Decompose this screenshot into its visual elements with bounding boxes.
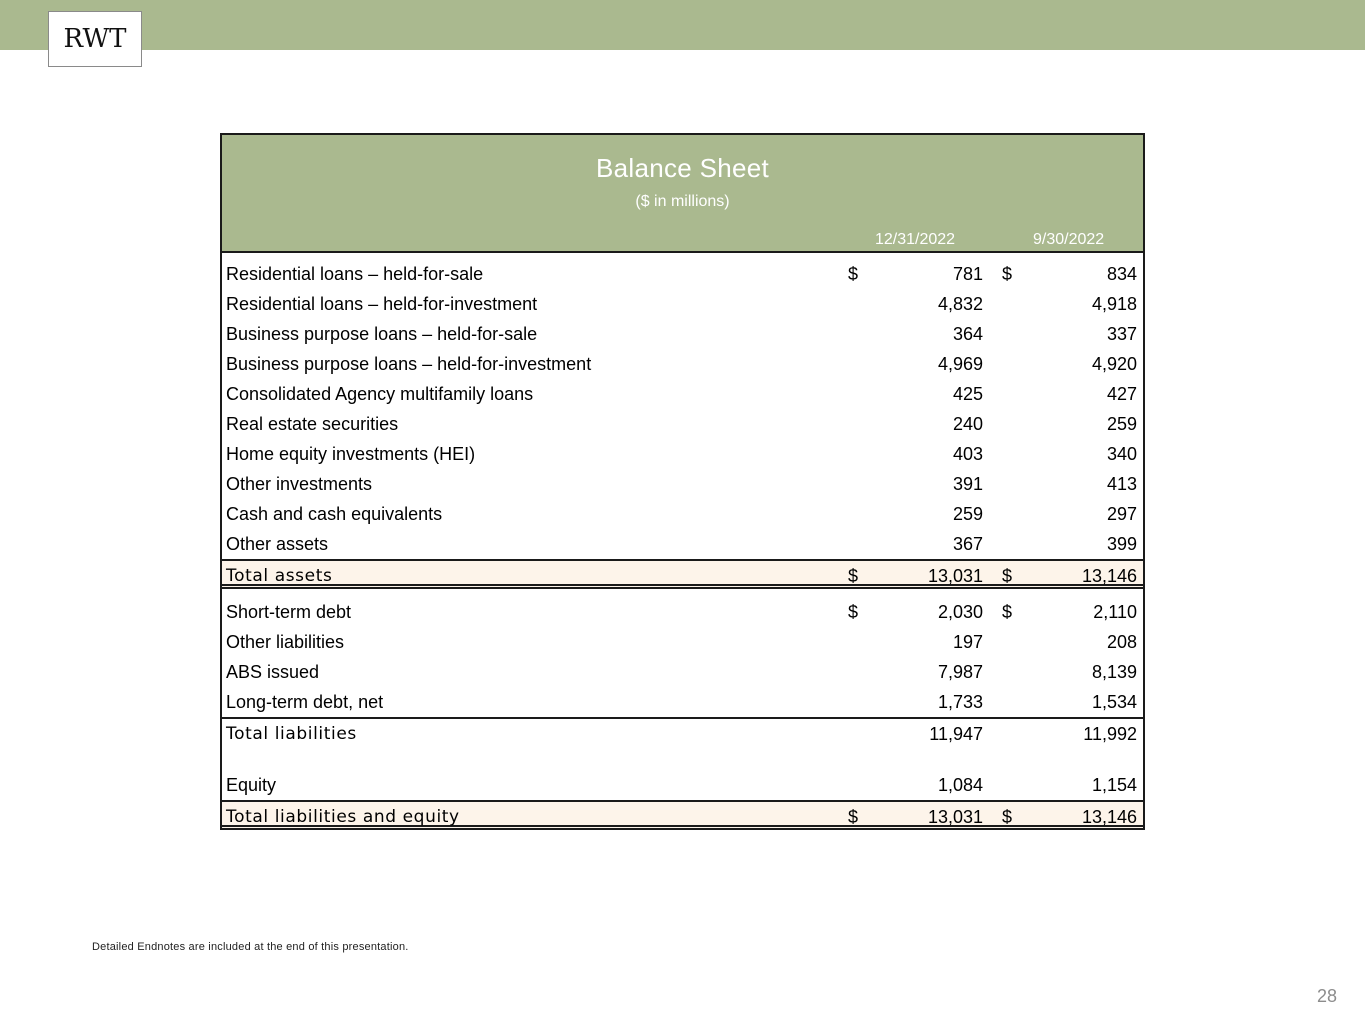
currency-sign: $ <box>1002 566 1013 586</box>
value-prior: 1,154 <box>1091 775 1137 795</box>
table-row <box>222 687 1143 717</box>
value-prior: 399 <box>1106 534 1137 554</box>
value-prior: 834 <box>1106 264 1137 284</box>
row-label: Short-term debt <box>226 602 352 622</box>
endnotes-footnote: Detailed Endnotes are included at the end of this presentation. <box>92 941 409 953</box>
value-prior: 11,992 <box>1083 724 1137 744</box>
table-row <box>222 379 1143 409</box>
row-label: Total assets <box>226 566 333 586</box>
value-prior: 208 <box>1106 632 1137 652</box>
currency-sign: $ <box>848 807 859 827</box>
value-prior: 13,146 <box>1081 807 1137 827</box>
value-current: 425 <box>952 384 983 404</box>
value-current: 259 <box>952 504 983 524</box>
table-title: Balance Sheet <box>595 153 770 183</box>
page-number: 28 <box>1317 986 1338 1006</box>
table-row <box>222 529 1143 559</box>
row-label: Equity <box>226 775 277 795</box>
value-current: 13,031 <box>927 566 983 586</box>
value-prior: 427 <box>1106 384 1137 404</box>
row-label: Residential loans – held-for-sale <box>226 264 484 284</box>
row-label: Residential loans – held-for-investment <box>226 294 538 314</box>
table-row <box>222 259 1143 289</box>
column-header-current: 12/31/2022 <box>875 231 956 248</box>
value-prior: 259 <box>1106 414 1137 434</box>
table-row <box>222 349 1143 379</box>
logo-text: RWT <box>63 24 127 54</box>
value-prior: 413 <box>1106 474 1137 494</box>
value-current: 197 <box>952 632 983 652</box>
value-current: 367 <box>952 534 983 554</box>
value-current: 781 <box>952 264 983 284</box>
row-label: Home equity investments (HEI) <box>226 444 476 464</box>
table-row <box>222 289 1143 319</box>
row-label: Other liabilities <box>226 632 345 652</box>
table-row <box>222 409 1143 439</box>
value-prior: 4,920 <box>1091 354 1137 374</box>
value-prior: 2,110 <box>1093 602 1137 622</box>
value-current: 1,084 <box>937 775 983 795</box>
value-prior: 13,146 <box>1081 566 1137 586</box>
currency-sign: $ <box>848 602 859 622</box>
equity-row <box>222 770 1143 800</box>
row-label: Total liabilities <box>226 724 357 744</box>
table-row <box>222 627 1143 657</box>
value-current: 1,733 <box>937 692 983 712</box>
currency-sign: $ <box>848 264 859 284</box>
table-row <box>222 469 1143 499</box>
row-label: Cash and cash equivalents <box>226 504 443 524</box>
value-prior: 1,534 <box>1091 692 1137 712</box>
value-current: 364 <box>952 324 983 344</box>
value-prior: 337 <box>1106 324 1137 344</box>
row-label: Consolidated Agency multifamily loans <box>226 384 534 404</box>
value-current: 391 <box>952 474 983 494</box>
company-logo <box>48 11 142 67</box>
row-label: ABS issued <box>226 662 320 682</box>
row-label: Total liabilities and equity <box>226 807 460 827</box>
row-label: Business purpose loans – held-for-investment <box>226 354 592 374</box>
value-current: 4,969 <box>937 354 983 374</box>
row-label: Business purpose loans – held-for-sale <box>226 324 538 344</box>
currency-sign: $ <box>1002 264 1013 284</box>
total-assets-row <box>222 559 1143 589</box>
value-current: 403 <box>952 444 983 464</box>
value-current: 11,947 <box>929 724 983 744</box>
value-prior: 4,918 <box>1091 294 1137 314</box>
value-current: 240 <box>952 414 983 434</box>
row-label: Real estate securities <box>226 414 399 434</box>
table-row <box>222 597 1143 627</box>
value-current: 2,030 <box>937 602 983 622</box>
currency-sign: $ <box>1002 602 1013 622</box>
balance-sheet-table <box>220 133 1145 830</box>
value-prior: 297 <box>1106 504 1137 524</box>
table-row <box>222 657 1143 687</box>
value-prior: 8,139 <box>1091 662 1137 682</box>
value-current: 7,987 <box>937 662 983 682</box>
header-band <box>0 0 1365 50</box>
column-header-prior: 9/30/2022 <box>1033 231 1105 248</box>
value-current: 4,832 <box>937 294 983 314</box>
value-prior: 340 <box>1106 444 1137 464</box>
value-current: 13,031 <box>927 807 983 827</box>
row-label: Other assets <box>226 534 329 554</box>
row-label: Long-term debt, net <box>226 692 384 712</box>
table-row <box>222 439 1143 469</box>
table-row <box>222 319 1143 349</box>
currency-sign: $ <box>848 566 859 586</box>
currency-sign: $ <box>1002 807 1013 827</box>
total-liabilities-row <box>222 717 1143 747</box>
total-liabilities-equity-row <box>222 800 1143 830</box>
table-header <box>222 135 1143 253</box>
row-label: Other investments <box>226 474 373 494</box>
table-row <box>222 499 1143 529</box>
table-subtitle: ($ in millions) <box>635 193 730 210</box>
